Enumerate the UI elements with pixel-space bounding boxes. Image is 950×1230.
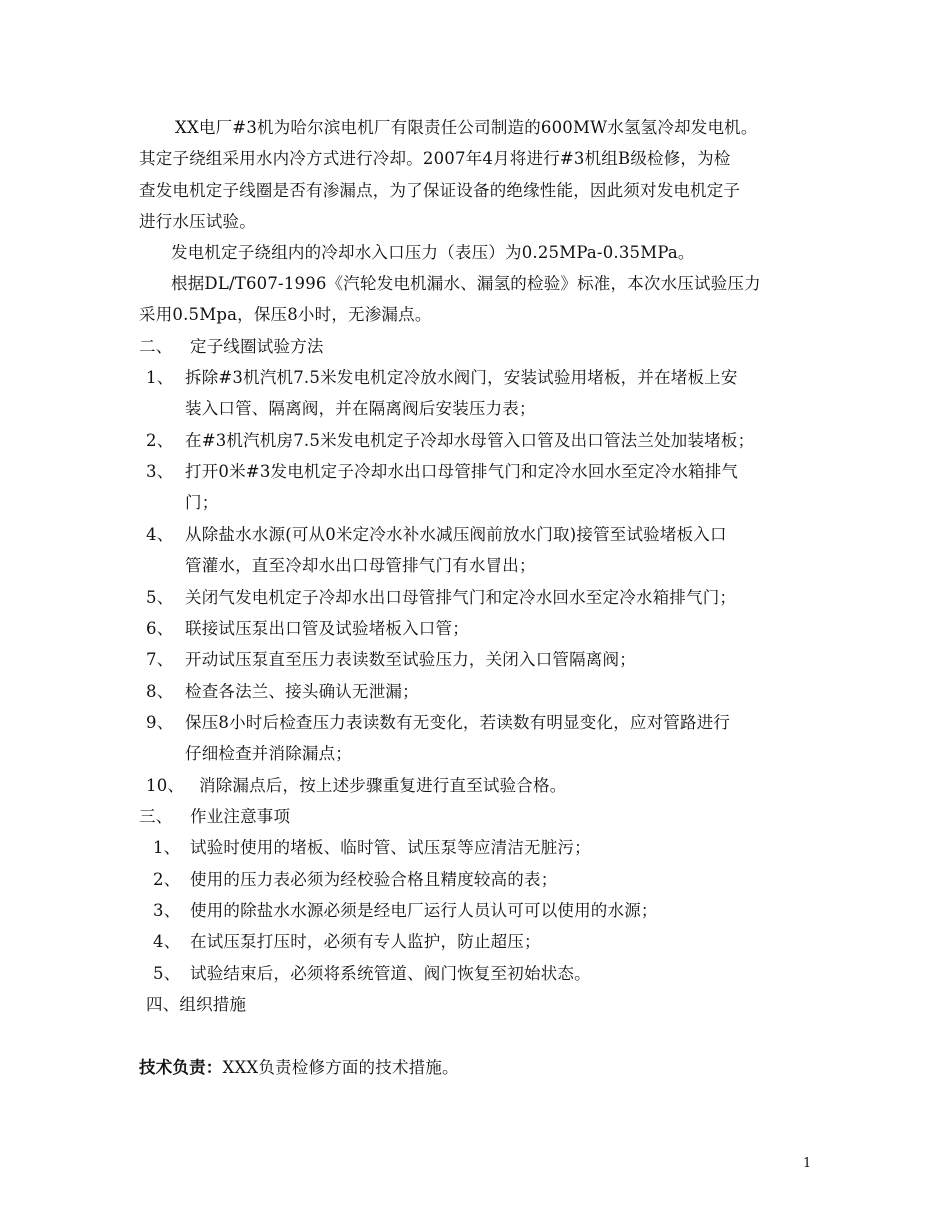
note-number: 1、	[153, 838, 181, 857]
step-number: 1、	[146, 368, 174, 387]
step-text: 在#3机汽机房7.5米发电机定子冷却水母管入口管及出口管法兰处加装堵板；	[185, 431, 755, 450]
intro-p1-line1: XX电厂#3机为哈尔滨电机厂有限责任公司制造的600MW水氢氢冷却发电机。	[175, 118, 758, 137]
responsibility-text: XXX负责检修方面的技术措施。	[222, 1058, 459, 1077]
section4-heading: 四、组织措施	[146, 995, 247, 1014]
step-text: 消除漏点后，按上述步骤重复进行直至试验合格。	[199, 776, 567, 795]
step-text: 检查各法兰、接头确认无泄漏；	[185, 682, 419, 701]
step-text: 开动试压泵直至压力表读数至试验压力，关闭入口管隔离阀；	[185, 650, 636, 669]
step-text-continued: 装入口管、隔离阀，并在隔离阀后安装压力表；	[185, 399, 536, 418]
note-text: 试验结束后，必须将系统管道、阀门恢复至初始状态。	[190, 964, 591, 983]
step-text-continued: 管灌水，直至冷却水出口母管排气门有水冒出；	[185, 556, 536, 575]
note-text: 使用的除盐水水源必须是经电厂运行人员认可可以使用的水源；	[190, 901, 658, 920]
note-text: 在试压泵打压时，必须有专人监护，防止超压；	[190, 932, 541, 951]
section3-heading: 作业注意事项	[190, 807, 291, 826]
step-number: 4、	[146, 525, 174, 544]
intro-p3-line1: 根据DL/T607-1996《汽轮发电机漏水、漏氢的检验》标准，本次水压试验压力	[171, 274, 761, 293]
responsibility-line	[139, 1057, 459, 1079]
step-number: 2、	[146, 431, 174, 450]
intro-p3-line2: 采用0.5Mpa，保压8小时，无渗漏点。	[139, 305, 432, 324]
step-number: 8、	[146, 682, 174, 701]
section3-heading-number: 三、	[139, 807, 173, 826]
intro-p1-line2: 其定子绕组采用水内冷方式进行冷却。2007年4月将进行#3机组B级检修，为检	[139, 149, 731, 168]
intro-p1-line3: 查发电机定子线圈是否有渗漏点，为了保证设备的绝缘性能，因此须对发电机定子	[139, 181, 741, 200]
note-text: 使用的压力表必须为经校验合格且精度较高的表；	[190, 870, 558, 889]
page-number: 1	[803, 1156, 812, 1171]
section2-heading-number: 二、	[139, 337, 173, 356]
responsibility-label: 技术负责：	[139, 1058, 223, 1077]
step-text: 拆除#3机汽机7.5米发电机定冷放水阀门，安装试验用堵板，并在堵板上安	[185, 368, 738, 387]
step-number: 7、	[146, 650, 174, 669]
step-number: 6、	[146, 619, 174, 638]
step-number: 5、	[146, 588, 174, 607]
step-text-continued: 仔细检查并消除漏点；	[185, 744, 352, 763]
step-text: 从除盐水水源(可从0米定冷水补水减压阀前放水门取)接管至试验堵板入口	[185, 525, 727, 544]
note-number: 4、	[153, 932, 181, 951]
step-text: 打开0米#3发电机定子冷却水出口母管排气门和定冷水回水至定冷水箱排气	[185, 462, 739, 481]
section2-heading: 定子线圈试验方法	[190, 337, 324, 356]
step-number: 9、	[146, 713, 174, 732]
step-number: 10、	[146, 776, 185, 795]
note-number: 3、	[153, 901, 181, 920]
step-number: 3、	[146, 462, 174, 481]
intro-p1-line4: 进行水压试验。	[139, 212, 256, 231]
note-text: 试验时使用的堵板、临时管、试压泵等应清洁无脏污；	[190, 838, 591, 857]
note-number: 5、	[153, 964, 181, 983]
step-text: 保压8小时后检查压力表读数有无变化，若读数有明显变化，应对管路进行	[185, 713, 731, 732]
step-text-continued: 门；	[185, 493, 219, 512]
step-text: 联接试压泵出口管及试验堵板入口管；	[185, 619, 469, 638]
intro-p2-line1: 发电机定子绕组内的冷却水入口压力（表压）为0.25MPa-0.35MPa。	[171, 243, 695, 262]
note-number: 2、	[153, 870, 181, 889]
step-text: 关闭气发电机定子冷却水出口母管排气门和定冷水回水至定冷水箱排气门；	[185, 588, 737, 607]
